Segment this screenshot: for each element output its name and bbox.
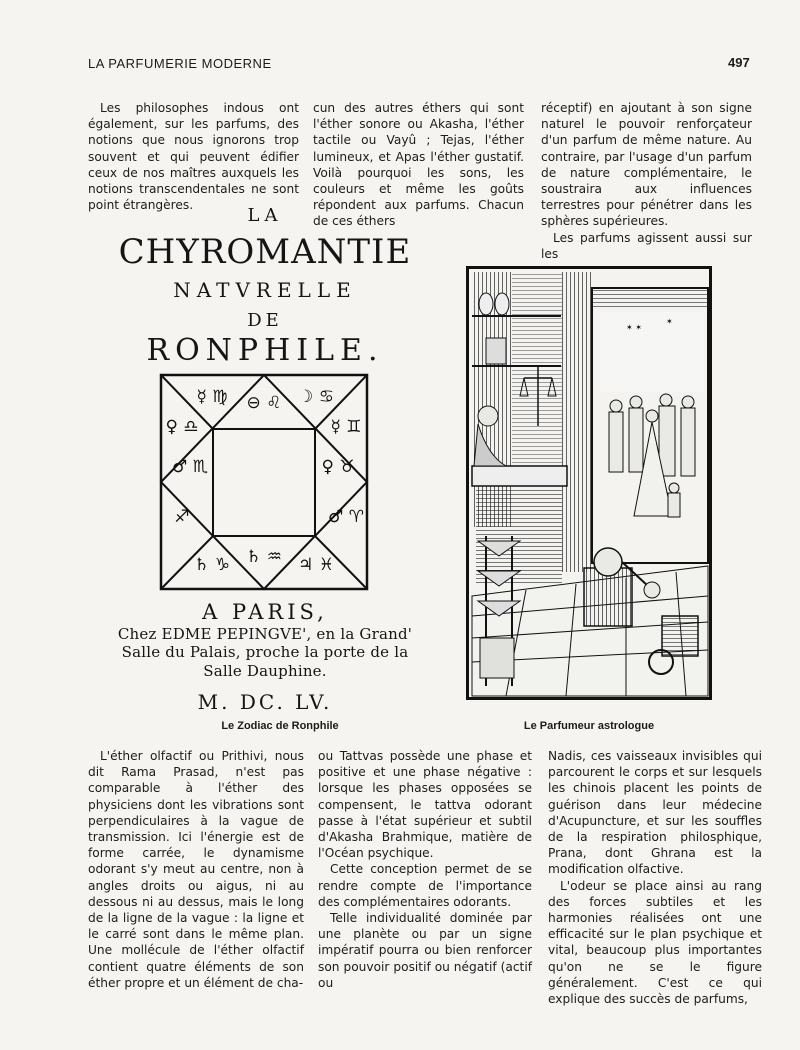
zodiac-glyph: ♂ ♏	[172, 457, 208, 477]
plate-title-naturelle: NATVRELLE	[173, 278, 357, 302]
zodiac-glyph: ♂ ♈	[328, 507, 364, 527]
paragraph: Les parfums agissent aussi sur les	[541, 230, 752, 261]
zodiac-glyph: ♀ ♎	[165, 417, 199, 437]
svg-text:✶ ✶: ✶ ✶	[626, 323, 642, 332]
plate-title-main: CHYROMANTIE	[118, 232, 412, 272]
plate-imprint-place: A PARIS,	[202, 600, 328, 624]
plate-imprint-line: Salle du Palais, proche la porte de la	[121, 643, 409, 661]
zodiac-glyph: ♄ ♑	[194, 555, 230, 575]
text-column-top-1	[88, 100, 299, 213]
text-column-bottom-3	[548, 748, 762, 1007]
plate-imprint-line: Chez EDME PEPINGVE', en la Grand'	[117, 625, 413, 643]
caption-engraving: Le Parfumeur astrologue	[523, 720, 655, 732]
paragraph: Cette conception permet de se rendre compte de l'importance des complémentaires odorants.	[318, 862, 532, 909]
text-column-top-3	[541, 100, 752, 262]
plate-imprint-year: M. DC. LV.	[197, 690, 333, 714]
zodiac-inner-square	[213, 429, 315, 536]
page-number: 497	[728, 55, 750, 70]
paragraph: L'odeur se place ainsi au rang des forces subtiles et les harmonies réalisées ont une efficacité sur le plan psychique et vital, beaucoup plus importantes qu'on ne se le figure généralement. C'est ce qui explique des succès de parfums,	[548, 878, 762, 1007]
plate-title-ronphile: RONPHILE.	[146, 333, 384, 368]
paragraph: cun des autres éthers qui sont l'éther sonore ou Akasha, l'éther tactile ou Vayû ; Tejas, l'éther lumineux, et Apas l'éther gustatif. Voilà pourquoi les sons, les couleurs et même les goûts répondent aux parfums. Chacun de ces éthers	[313, 101, 524, 229]
paragraph: ou Tattvas possède une phase et positive et une phase négative : lorsque les phases opposées se compensent, le tattva odorant passe à l'état supérieur et subtil d'Akasha Brahmique, matière de l'Océan psychique.	[318, 749, 532, 861]
zodiac-glyph: ☽ ♋	[298, 387, 334, 407]
zodiac-glyph: ♐	[174, 507, 190, 527]
zodiac-diagram	[158, 372, 370, 592]
caption-zodiac: Le Zodiac de Ronphile	[221, 720, 339, 732]
text-column-bottom-1	[88, 748, 304, 991]
paragraph: réceptif) en ajoutant à son signe naturel le pouvoir renforçateur d'un parfum de même nature. Au contraire, par l'usage d'un parfum de nature complémentaire, le soustraira aux influences terrestres pour pénétrer dans les sphères supérieures.	[541, 101, 752, 229]
paragraph: L'éther olfactif ou Prithivi, nous dit Rama Prasad, n'est pas comparable à l'éther des physiciens dont les vibrations sont perpendiculaires à la vague de transmission. Ici l'énergie est de forme carrée, le dynamisme odorant s'y meut au centre, non à angles droits ou aigus, ni au dessous ni au dessus, mais le long de la ligne de la vague : la ligne et le carré sont dans le même plan. Une mollécule de l'éther olfactif contient quatre éléments de son éther propre et un élément de cha-	[88, 749, 304, 990]
paragraph: Les philosophes indous ont également, sur les parfums, des notions que nous ignorons trop souvent et qui peuvent édifier ceux de nos maîtres auxquels les notions transcendentales ne sont point étrangères.	[88, 101, 299, 213]
running-title: LA PARFUMERIE MODERNE	[88, 56, 272, 71]
perfumer-engraving	[466, 266, 712, 700]
plate-imprint-line: Salle Dauphine.	[203, 662, 327, 680]
zodiac-glyph: ⊖ ♌	[246, 393, 282, 413]
plate-title-de: DE	[247, 310, 283, 331]
zodiac-glyph: ♃ ♓	[298, 555, 334, 575]
paragraph: Telle individualité dominée par une planète ou par un signe impératif pourra ou bien renforcer son pouvoir positif ou négatif (actif ou	[318, 911, 532, 990]
zodiac-glyph: ♄ ♒	[246, 547, 282, 567]
zodiac-glyph: ♀ ♉	[321, 457, 355, 477]
paragraph: Nadis, ces vaisseaux invisibles qui parcourent le corps et sur lesquels les chinois placent les points de guérison dans leur médecine d'Acupuncture, et sur les souffles de la respiration philosphique, Prana, dont Ghrana est la modification olfactive.	[548, 749, 762, 877]
zodiac-glyph: ☿ ♊	[330, 417, 362, 437]
text-column-bottom-2	[318, 748, 532, 991]
plate-title-la: LA	[247, 205, 283, 226]
svg-text:✶: ✶	[666, 317, 673, 326]
zodiac-glyph: ☿ ♍	[196, 387, 228, 407]
